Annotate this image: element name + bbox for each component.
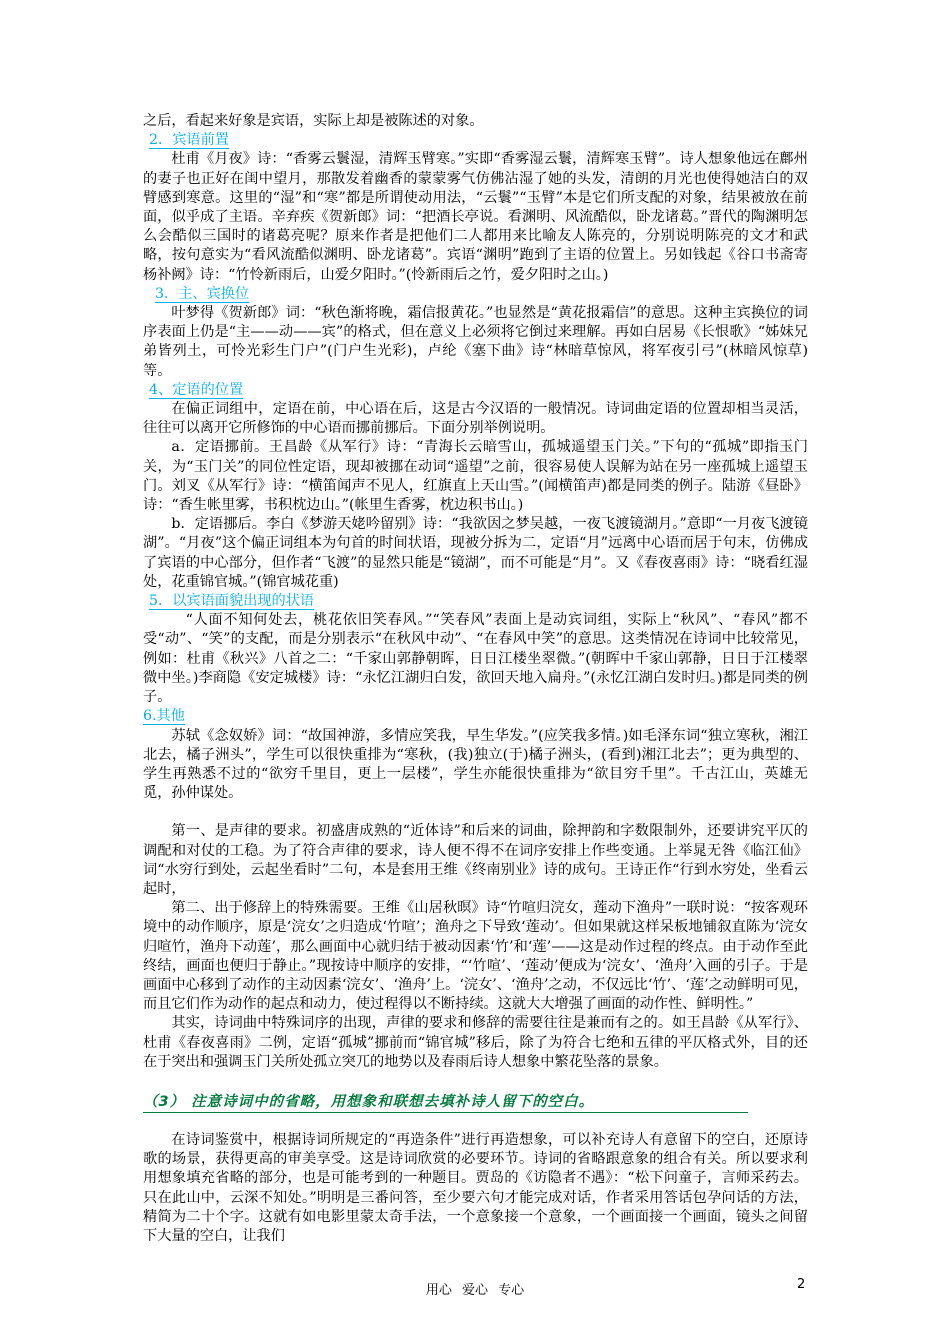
paragraph-adverbial-as-object: “人面不知何处去，桃花依旧笑春风。”“笑春风”表面上是动宾词组，实际上“秋风”、“春风”都不受“动”、“笑”的支配，而是分别表示“在秋风中动”、“在春风中笑”的意思。这类情况在诗词中比较常见，例如：杜甫《秋兴》八首之二：“千家山郭静朝晖，日日江楼坐翠微。”(朝晖中千家山郭静，日日于江楼翠微中坐。)李商隐《安定城楼》诗：“永忆江湖归白发，欲回天地入扁舟。”(永忆江湖白发时归。)都是同类的例子。	[143, 612, 808, 706]
paragraph-first-reason: 第一、是声律的要求。初盛唐成熟的“近体诗”和后来的词曲，除押韵和字数限制外，还要讲究平仄的调配和对仗的工稳。为了符合声律的要求，诗人便不得不在词序安排上作些变通。上举晁无咎《临江仙》词“水穷行到处，云起坐看时”二句，本是套用王维《终南别业》诗的成句。王诗正作“行到水穷处，坐看云起时，	[143, 823, 808, 897]
paragraph-second-reason: 第二、出于修辞上的特殊需要。王维《山居秋暝》诗“竹喧归浣女，莲动下渔舟”一联时说：“按客观环境中的动作顺序，原是‘浣女’之归造成‘竹喧’；渔舟之下导致‘莲动’。但如果就这样呆板地铺叙直陈为‘浣女归喧竹，渔舟下动莲’，那么画面中心就归结于被动因素‘竹’和‘莲’——这是动作过程的终点。由于动作至此终结，画面也便归于静止。”现按诗中顺序的安排，“‘竹喧’、‘莲动’便成为‘浣女’、‘渔舟’入画的引子。于是画面中心移到了动作的主动因素‘浣女’、‘渔舟’上。‘浣女’、‘渔舟’之动，不仅远比‘竹’、‘莲’之动鲜明可见，而且它们作为动作的起点和动力，使过程得以不断持续。这就大大增强了画面的动作性、鲜明性。”	[143, 900, 808, 1013]
paragraph-subject-object-swap: 叶梦得《贺新郎》词：“秋色渐将晚，霜信报黄花。”也显然是“黄花报霜信”的意思。这种主宾换位的词序表面上仍是“主——动——宾”的格式，但在意义上必须将它倒过来理解。再如白居易《长恨歌》“姊妹兄弟皆列土，可怜光彩生门户”(门户生光彩)，卢纶《塞下曲》诗“林暗草惊风，将军夜引弓”(林暗风惊草)等。	[143, 305, 808, 379]
paragraph-omission: 在诗词鉴赏中，根据诗词所规定的“再造条件”进行再造想象，可以补充诗人有意留下的空白，还原诗歌的场景，获得更高的审美享受。这是诗词欣赏的必要环节。诗词的省略跟意象的组合有关。所以要求利用想象填充省略的部分，也是可能考到的一种题目。贾岛的《访隐者不遇》：“松下问童子，言师采药去。只在此山中，云深不知处。”明明是三番问答，至少要六句才能完成对话，作者采用答话包孕问话的方法，精简为二十个字。这就有如电影里蒙太奇手法，一个意象接一个意象，一个画面接一个画面，镜头之间留下大量的空白，让我们	[143, 1131, 808, 1244]
page-number: 2	[797, 1277, 806, 1292]
paragraph-other: 苏轼《念奴娇》词：“故国神游，多情应笑我，早生华发。”(应笑我多情。)如毛泽东词“独立寒秋，湘江北去，橘子洲头”，学生可以很快重排为“寒秋，(我)独立(于)橘子洲头，(看到)湘江北去”；更为典型的、学生再熟悉不过的“欲穷千里目，更上一层楼”，学生亦能很快重排为“欲目穷千里”。千古江山，英雄无觅，孙仲谋处。	[143, 727, 808, 802]
heading-subject-object-swap: 3．主、宾换位	[155, 285, 250, 302]
document-body	[143, 112, 808, 1246]
heading-object-preposed: 2．宾语前置	[149, 132, 229, 149]
heading-adverbial-as-object: 5．以宾语面貌出现的状语	[149, 593, 315, 610]
page-footer: 用心 爱心 专心	[425, 1283, 525, 1298]
section-heading-omission: （3） 注意诗词中的省略，用想象和联想去填补诗人留下的空白。	[143, 1090, 748, 1113]
paragraph-object-preposed: 杜甫《月夜》诗：“香雾云鬟湿，清辉玉臂寒。”实即“香雾湿云鬟，清辉寒玉臂”。诗人想象他远在鄜州的妻子也正好在闺中望月，那散发着幽香的蒙蒙雾气仿佛沾湿了她的头发，清朗的月光也使得她洁白的双臂感到寒意。这里的“湿”和“寒”都是所谓使动用法，“云鬟”“玉臂”本是它们所支配的对象，结果被放在前面，似乎成了主语。辛弃疾《贺新郎》词：“把酒长亭说。看渊明、风流酷似，卧龙诸葛。”晋代的陶渊明怎么会酷似三国时的诸葛亮呢？原来作者是把他们二人都用来比喻友人陈亮的，分别说明陈亮的文才和武略，按句意实为“看风流酷似渊明、卧龙诸葛”。宾语“渊明”跑到了主语的位置上。另如钱起《谷口书斋寄杨补阙》诗：“竹怜新雨后，山爱夕阳时。”(怜新雨后之竹，爱夕阳时之山。)	[143, 151, 808, 283]
paragraph-attributive-backward: b．定语挪后。李白《梦游天姥吟留别》诗：“我欲因之梦吴越，一夜飞渡镜湖月。”意即“一月夜飞渡镜湖”。“月夜”这个偏正词组本为句首的时间状语，现被分拆为二，定语“月”远离中心语而居于句末，仿佛成了宾语的中心部分，但作者“飞渡”的显然只能是“镜湖”，而不可能是“月”。又《春夜喜雨》诗：“晓看红湿处，花重锦官城。”(锦官城花重)	[143, 516, 808, 590]
paragraph-attributive-position: 在偏正词组中，定语在前，中心语在后，这是古今汉语的一般情况。诗词曲定语的位置却相当灵活，往往可以离开它所修饰的中心语而挪前挪后。下面分别举例说明。	[143, 401, 808, 437]
paragraph-attributive-forward: a．定语挪前。王昌龄《从军行》诗：“青海长云暗雪山，孤城遥望玉门关。”下句的“孤城”即指玉门关，为“玉门关”的同位性定语，现却被挪在动词“遥望”之前，很容易使人误解为站在另一座孤城上遥望玉门。刘叉《从军行》诗：“横笛闻声不见人，红旗直上天山雪。”(闻横笛声)都是同类的例子。陆游《昼卧》诗：“香生帐里雾，书积枕边山。”(帐里生香雾，枕边积书山。)	[143, 439, 808, 514]
paragraph-conclusion: 其实，诗词曲中特殊词序的出现，声律的要求和修辞的需要往往是兼而有之的。如王昌龄《从军行》、杜甫《春夜喜雨》二例，定语“孤城”挪前而“锦官城”移后，除了为符合七绝和五律的平仄格式外，目的还在于突出和强调玉门关所处孤立突兀的地势以及春雨后诗人想象中繁花坠落的景象。	[143, 1015, 808, 1070]
heading-other: 6.其他	[143, 708, 185, 725]
paragraph-intro: 之后，看起来好象是宾语，实际上却是被陈述的对象。	[143, 113, 484, 129]
heading-attributive-position: 4、定语的位置	[149, 381, 244, 398]
